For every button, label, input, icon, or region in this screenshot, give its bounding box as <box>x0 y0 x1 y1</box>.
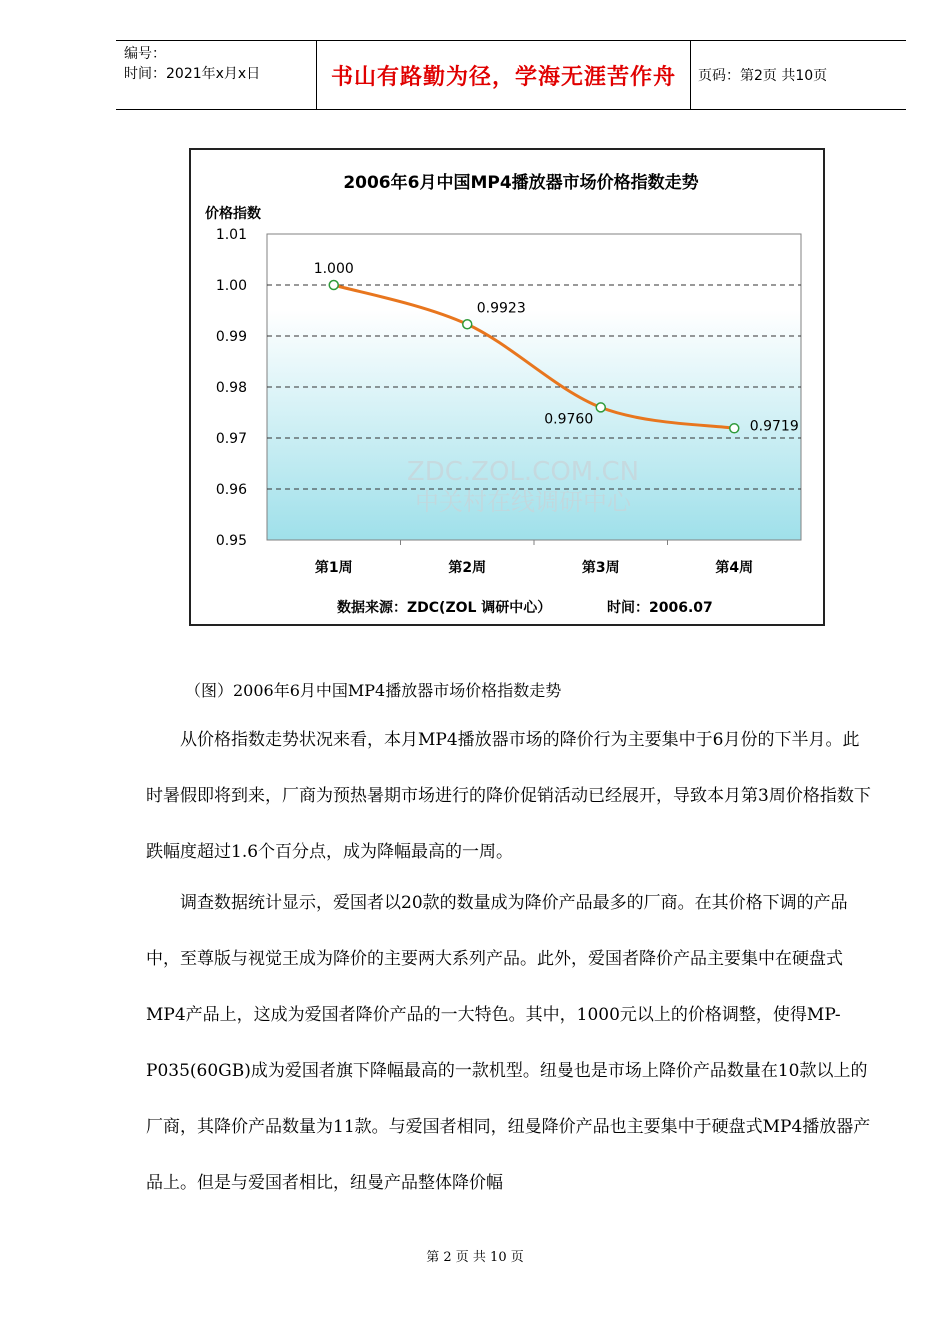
data-label: 1.000 <box>313 261 354 277</box>
y-tick-label: 0.98 <box>215 380 247 396</box>
paragraph-2: 调查数据统计显示，爱国者以20款的数量成为降价产品最多的厂商。在其价格下调的产品中，至尊版与视觉王成为降价的主要两大系列产品。此外，爱国者降价产品主要集中在硬盘式MP4产品上，这成为爱国者降价产品的一大特色。其中，1000元以上的价格调整，使得MP-P035(60GB)成为爱国者旗下降幅最高的一款机型。纽曼也是市场上降价产品数量在10款以上的厂商，其降价产品数量为11款。与爱国者相同，纽曼降价产品也主要集中于硬盘式MP4播放器产品上。但是与爱国者相比，纽曼产品整体降价幅 <box>146 893 871 1193</box>
x-tick-label: 第4周 <box>715 560 754 576</box>
y-axis-label: 价格指数 <box>205 206 261 222</box>
page-footer: 第 2 页 共 10 页 <box>426 1250 524 1265</box>
watermark-org: 中关村在线调研中心 <box>415 488 631 516</box>
page-info-text: 页码：第2页 共10页 <box>698 68 828 84</box>
watermark-domain: ZDC.ZOL.COM.CN <box>406 457 640 487</box>
watermark <box>407 457 639 516</box>
chart-date: 时间：2006.07 <box>607 600 713 616</box>
x-tick-label: 第1周 <box>314 560 353 576</box>
data-label: 0.9760 <box>544 411 594 428</box>
price-index-chart <box>189 148 825 626</box>
x-tick-label: 第2周 <box>448 560 487 576</box>
data-point <box>730 424 739 433</box>
header-page-info <box>690 41 906 109</box>
data-label: 0.9719 <box>749 418 799 435</box>
chart-source: 数据来源：ZDC(ZOL 调研中心） <box>337 600 552 616</box>
y-tick-label: 0.99 <box>215 329 247 345</box>
data-label: 0.9923 <box>476 300 526 317</box>
x-tick-label: 第3周 <box>581 560 620 576</box>
paragraph-1: 从价格指数走势状况来看，本月MP4播放器市场的降价行为主要集中于6月份的下半月。此时暑假即将到来，厂商为预热暑期市场进行的降价促销活动已经展开，导致本月第3周价格指数下跌幅度超过1.6个百分点，成为降幅最高的一周。 <box>146 730 871 862</box>
header-meta <box>116 41 316 109</box>
data-point <box>596 403 605 412</box>
data-point <box>329 281 338 290</box>
y-tick-labels <box>216 227 247 549</box>
chart-svg <box>191 150 823 624</box>
y-tick-label: 0.95 <box>215 533 247 549</box>
page-header <box>116 40 906 110</box>
motto-text: 书山有路勤为径，学海无涯苦作舟 <box>330 63 676 90</box>
y-tick-label: 1.00 <box>215 278 247 294</box>
y-tick-label: 1.01 <box>215 227 247 243</box>
number-label: 编号： <box>124 46 166 62</box>
data-point <box>463 320 472 329</box>
time-label: 时间：2021年x月x日 <box>124 66 261 82</box>
y-tick-label: 0.96 <box>215 482 247 498</box>
y-tick-label: 0.97 <box>215 431 247 447</box>
chart-title: 2006年6月中国MP4播放器市场价格指数走势 <box>343 173 699 193</box>
header-motto <box>316 41 691 109</box>
x-tick-labels <box>315 559 753 576</box>
figure-caption: （图）2006年6月中国MP4播放器市场价格指数走势 <box>185 681 562 700</box>
